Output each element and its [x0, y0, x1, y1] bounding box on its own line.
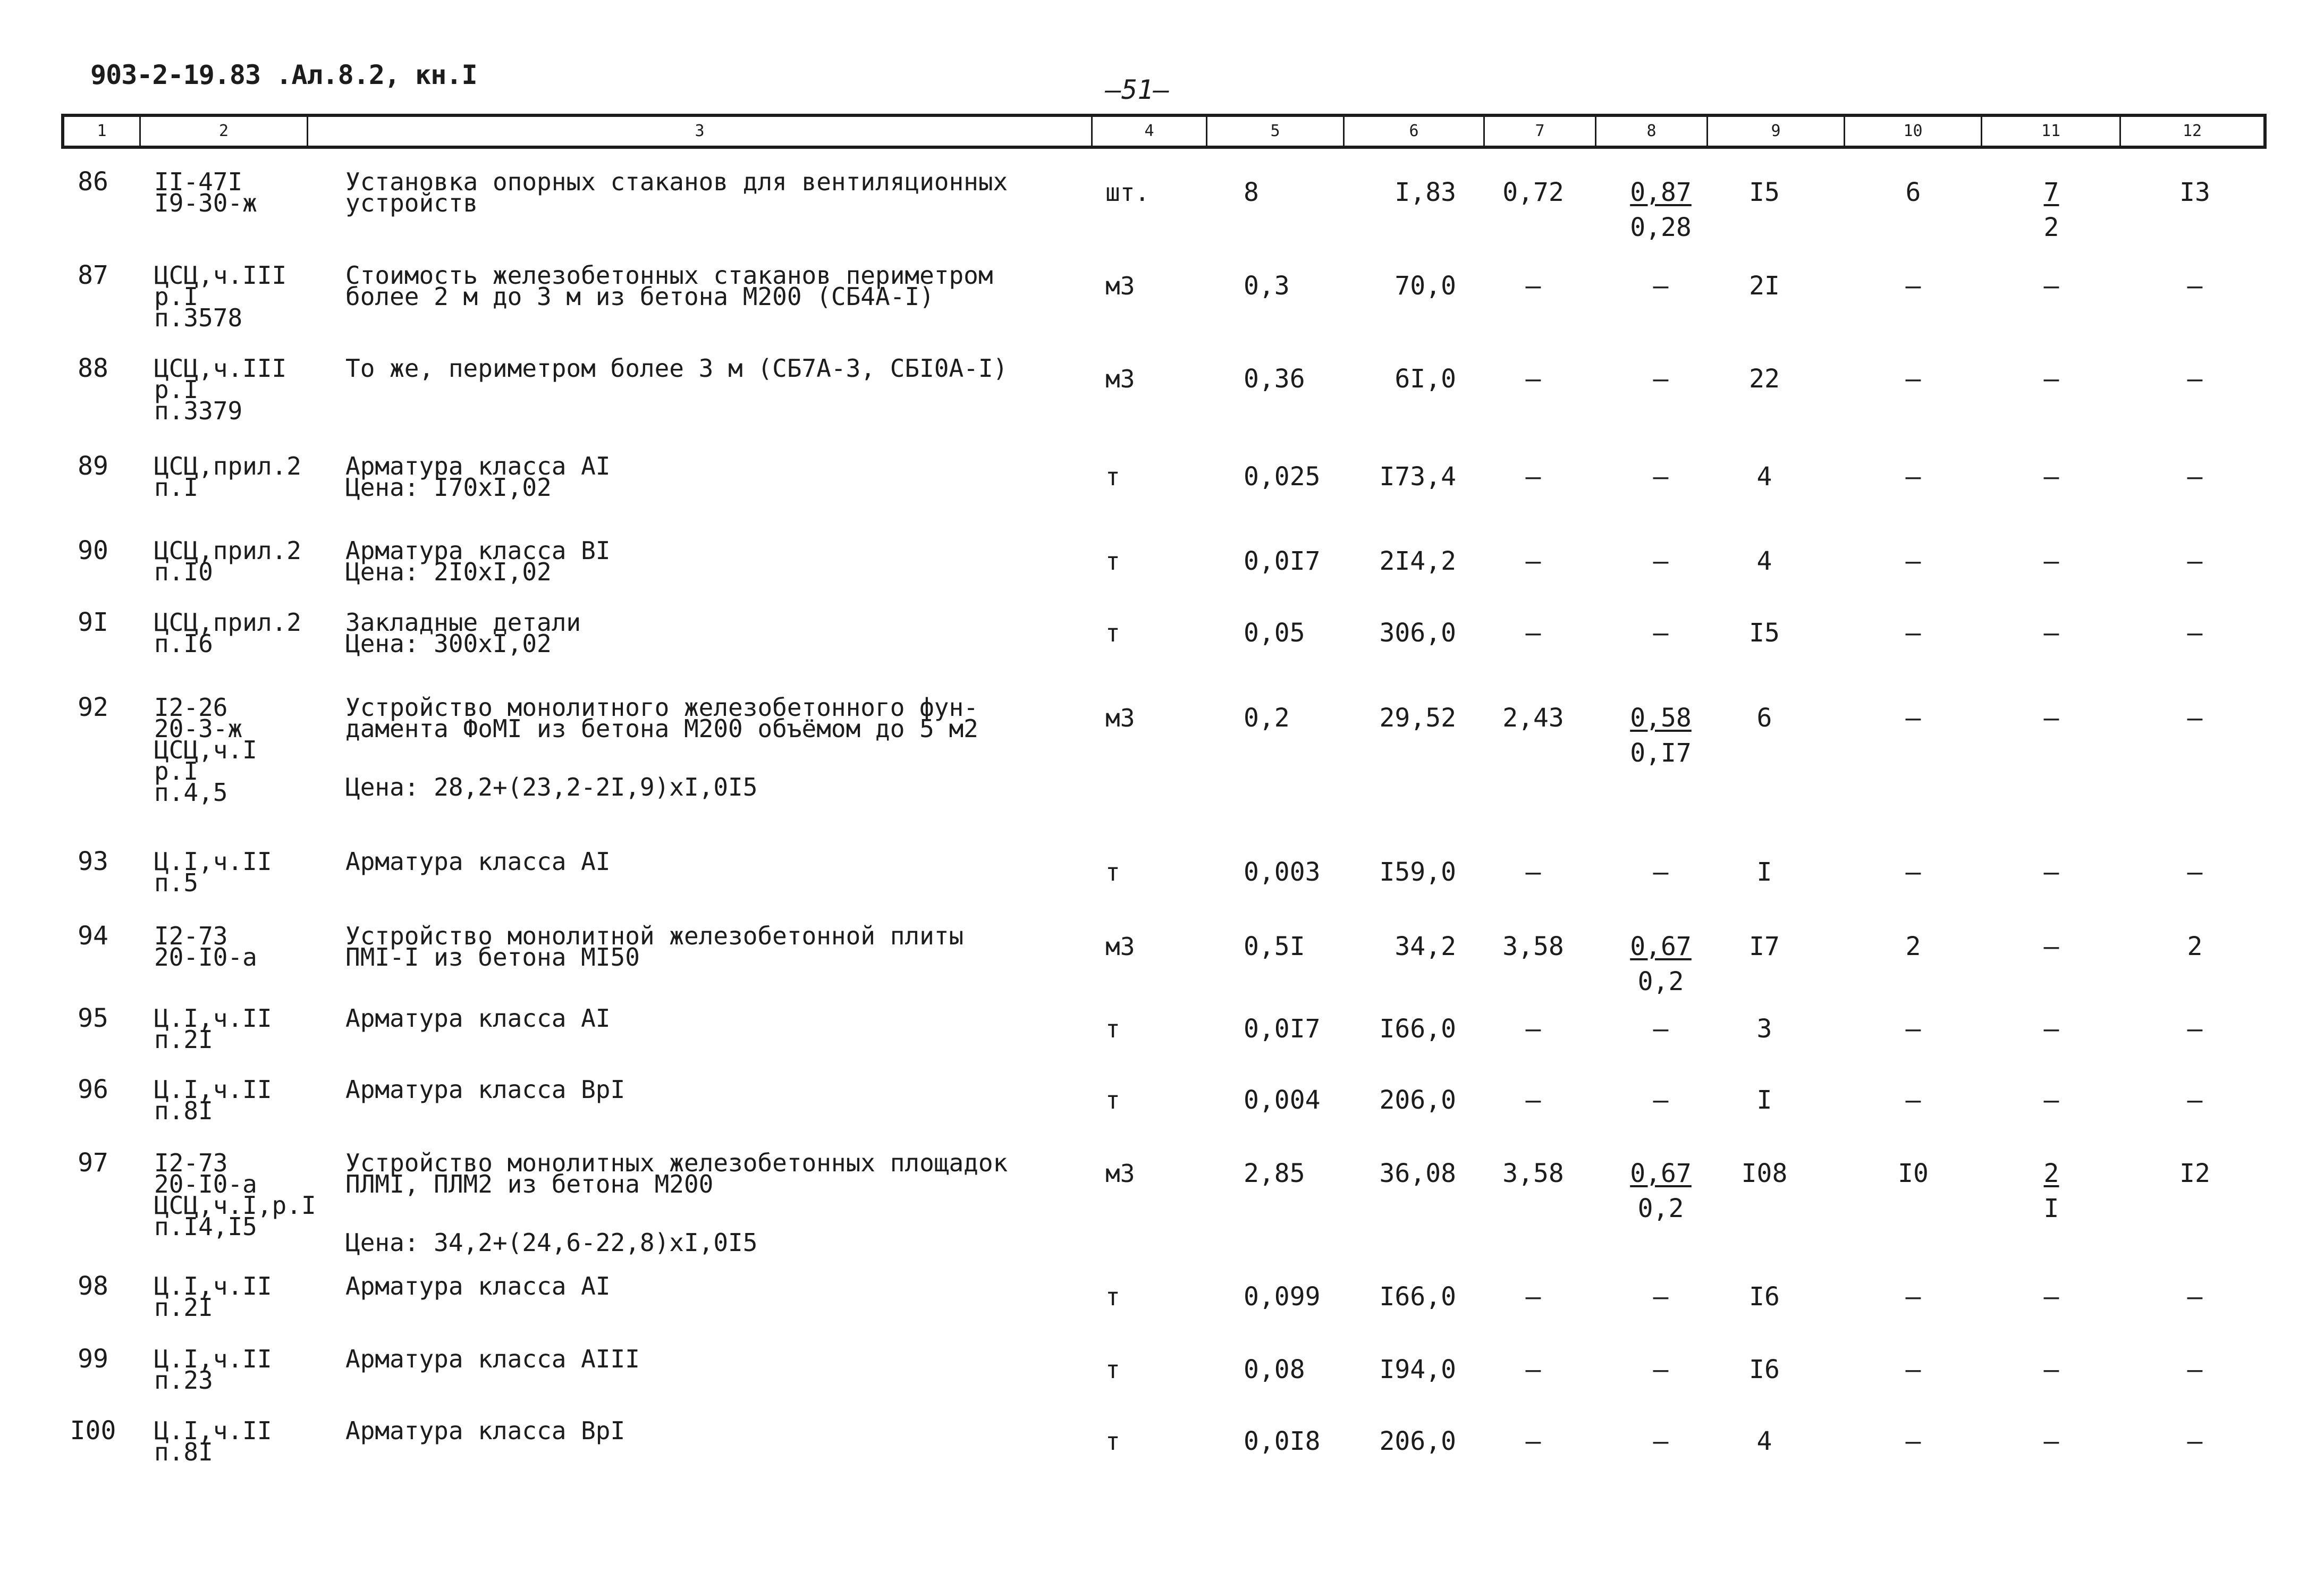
- price-reference: ЦСЦ,ч.III р.I п.3578: [154, 261, 287, 332]
- column-8-value: –: [1653, 1085, 1669, 1115]
- column-8-value: [1605, 1159, 1717, 1223]
- column-11-value: –: [2043, 857, 2059, 887]
- work-description: Закладные детали Цена: 300хI,02: [345, 608, 581, 658]
- column-9-value: 4: [1756, 462, 1772, 492]
- price-reference: I2-26 20-3-ж ЦСЦ,ч.I р.I п.4,5: [154, 693, 257, 807]
- column-12-value: I3: [2179, 178, 2210, 207]
- row-number: 9I: [78, 607, 108, 637]
- unit: м3: [1105, 932, 1135, 961]
- col-number-7: 7: [1485, 117, 1596, 146]
- unit-price: I66,0: [1379, 1014, 1456, 1044]
- unit-price: 70,0: [1395, 271, 1456, 301]
- column-9-value: I08: [1741, 1159, 1788, 1188]
- col-number-4: 4: [1093, 117, 1207, 146]
- column-12-value: –: [2187, 1014, 2203, 1044]
- column-8-value-denominator: 0,2: [1637, 1194, 1684, 1223]
- work-description: Устройство монолитных железобетонных площадок ПЛМI, ПЛМ2 из бетона М200: [345, 1148, 1008, 1198]
- unit-price: 29,52: [1379, 703, 1456, 733]
- quantity: 0,004: [1244, 1085, 1321, 1115]
- col-number-9: 9: [1708, 117, 1845, 146]
- column-7-value: –: [1525, 1355, 1541, 1384]
- column-9-value: 4: [1756, 1426, 1772, 1456]
- quantity: 0,0I8: [1244, 1426, 1321, 1456]
- col-number-12: 12: [2182, 122, 2202, 140]
- column-11-value: –: [2043, 932, 2059, 961]
- column-9-value: I: [1756, 1085, 1772, 1115]
- col-number-11: 11: [1982, 117, 2121, 146]
- column-10-value: 6: [1905, 178, 1921, 207]
- unit-price: I94,0: [1379, 1355, 1456, 1384]
- price-reference: II-47I I9-30-ж: [154, 167, 257, 217]
- work-description: Арматура класса ВрI: [345, 1416, 626, 1445]
- quantity: 0,025: [1244, 462, 1321, 492]
- column-7-value: 2,43: [1502, 703, 1564, 733]
- row-number: 94: [78, 921, 108, 951]
- price-reference: Ц.I,ч.II п.23: [154, 1345, 272, 1395]
- work-description: Арматура класса ВI Цена: 2I0хI,02: [345, 536, 611, 586]
- column-11-value: –: [2043, 271, 2059, 301]
- col-number-2: 2: [141, 117, 308, 146]
- column-12-value: –: [2187, 618, 2203, 648]
- row-number: 92: [78, 692, 108, 722]
- column-9-value: 6: [1756, 703, 1772, 733]
- column-8-value: –: [1653, 271, 1669, 301]
- price-reference: ЦСЦ,прил.2 п.I: [154, 452, 301, 502]
- column-8-value: –: [1653, 1355, 1669, 1384]
- column-8-value: –: [1653, 1426, 1669, 1456]
- unit-price: 34,2: [1395, 932, 1456, 961]
- column-7-value: –: [1525, 857, 1541, 887]
- column-10-value: –: [1905, 1426, 1921, 1456]
- price-reference: Ц.I,ч.II п.2I: [154, 1004, 272, 1054]
- quantity: 0,0I7: [1244, 1014, 1321, 1044]
- column-10-value: –: [1905, 364, 1921, 394]
- column-8-value: [1605, 932, 1717, 996]
- unit-price: I66,0: [1379, 1282, 1456, 1312]
- column-12-value: –: [2187, 857, 2203, 887]
- column-11-value: –: [2043, 1014, 2059, 1044]
- column-9-value: I5: [1749, 618, 1780, 648]
- column-8-value: –: [1653, 546, 1669, 576]
- column-11-value: –: [2043, 1426, 2059, 1456]
- row-number: 86: [78, 167, 108, 197]
- row-number: 90: [78, 536, 108, 565]
- unit: т: [1105, 1427, 1120, 1456]
- unit: м3: [1105, 1159, 1135, 1188]
- quantity: 8: [1244, 178, 1259, 207]
- column-9-value: I: [1756, 857, 1772, 887]
- column-12-value: –: [2187, 703, 2203, 733]
- column-9-value: 22: [1749, 364, 1780, 394]
- column-10-value: –: [1905, 1014, 1921, 1044]
- row-number: 96: [78, 1075, 108, 1104]
- column-8-value-denominator: 0,2: [1637, 967, 1684, 996]
- column-9-value: 3: [1756, 1014, 1772, 1044]
- column-8-value: –: [1653, 1014, 1669, 1044]
- quantity: 0,36: [1244, 364, 1305, 394]
- column-number-header: [61, 114, 2267, 149]
- column-8-value-denominator: 0,I7: [1630, 738, 1692, 768]
- unit-price: 2I4,2: [1379, 546, 1456, 576]
- unit-price: 306,0: [1379, 618, 1456, 648]
- column-12-value: –: [2187, 462, 2203, 492]
- column-10-value: –: [1905, 618, 1921, 648]
- price-reference: I2-73 20-I0-а: [154, 922, 257, 972]
- row-number: 99: [78, 1344, 108, 1374]
- column-11-value: –: [2043, 1355, 2059, 1384]
- column-7-value: 3,58: [1502, 932, 1564, 961]
- unit: т: [1105, 858, 1120, 886]
- work-description: Установка опорных стаканов для вентиляционных устройств: [345, 167, 1008, 217]
- column-11-value-numerator: 7: [2043, 178, 2059, 207]
- column-7-value: –: [1525, 1014, 1541, 1044]
- price-reference: I2-73 20-I0-а ЦСЦ,ч.I,р.I п.I4,I5: [154, 1148, 316, 1241]
- unit: т: [1105, 1015, 1120, 1043]
- column-11-value: –: [2043, 462, 2059, 492]
- price-reference: ЦСЦ,прил.2 п.I0: [154, 536, 301, 586]
- unit: т: [1105, 462, 1120, 491]
- column-11-value: –: [2043, 1282, 2059, 1312]
- column-8-value: –: [1653, 462, 1669, 492]
- price-reference: ЦСЦ,прил.2 п.I6: [154, 608, 301, 658]
- col-number-1: 1: [64, 117, 141, 146]
- column-12-value: –: [2187, 1355, 2203, 1384]
- column-10-value: –: [1905, 857, 1921, 887]
- quantity: 0,05: [1244, 618, 1305, 648]
- unit: т: [1105, 1086, 1120, 1114]
- column-12-value: –: [2187, 271, 2203, 301]
- column-11-value: [1998, 178, 2105, 242]
- unit: т: [1105, 547, 1120, 576]
- column-10-value: –: [1905, 1085, 1921, 1115]
- column-7-value: –: [1525, 462, 1541, 492]
- quantity: 0,0I7: [1244, 546, 1321, 576]
- unit: т: [1105, 619, 1120, 647]
- quantity: 0,3: [1244, 271, 1290, 301]
- work-description: Устройство монолитного железобетонного фун- дамента ФоМI из бетона М200 объёмом до 5 м2: [345, 693, 978, 743]
- column-11-value-denominator: 2: [2043, 213, 2059, 242]
- unit: шт.: [1105, 178, 1150, 207]
- column-8-value: –: [1653, 857, 1669, 887]
- column-12-value: –: [2187, 1085, 2203, 1115]
- column-10-value: –: [1905, 546, 1921, 576]
- column-11-value-numerator: 2: [2043, 1159, 2059, 1188]
- column-8-value-denominator: 0,28: [1630, 213, 1692, 242]
- column-11-value: [1998, 1159, 2105, 1223]
- column-8-value-numerator: 0,67: [1630, 932, 1692, 961]
- price-reference: Ц.I,ч.II п.2I: [154, 1272, 272, 1322]
- col-number-6: 6: [1345, 117, 1485, 146]
- row-number: 87: [78, 260, 108, 290]
- column-9-value: I5: [1749, 178, 1780, 207]
- column-12-value: 2: [2187, 932, 2203, 961]
- price-formula: Цена: 28,2+(23,2-2I,9)хI,0I5: [345, 773, 758, 801]
- quantity: 2,85: [1244, 1159, 1305, 1188]
- column-7-value: 0,72: [1502, 178, 1564, 207]
- col-number-8: 8: [1596, 117, 1708, 146]
- column-9-value: 4: [1756, 546, 1772, 576]
- column-10-value: 2: [1905, 932, 1921, 961]
- unit: м3: [1105, 272, 1135, 300]
- row-number: 89: [78, 451, 108, 481]
- column-10-value: –: [1905, 1282, 1921, 1312]
- row-number: 97: [78, 1148, 108, 1178]
- column-8-value: [1605, 703, 1717, 768]
- price-formula: Цена: 34,2+(24,6-22,8)хI,0I5: [345, 1228, 758, 1257]
- work-description: Арматура класса АI: [345, 847, 611, 876]
- row-number: 95: [78, 1003, 108, 1033]
- price-reference: ЦСЦ,ч.III р.I п.3379: [154, 354, 287, 425]
- work-description: Арматура класса ВрI: [345, 1075, 626, 1104]
- unit-price: I73,4: [1379, 462, 1456, 492]
- column-9-value: I7: [1749, 932, 1780, 961]
- column-8-value-numerator: 0,67: [1630, 1159, 1692, 1188]
- column-12-value: I2: [2179, 1159, 2210, 1188]
- row-number: 98: [78, 1271, 108, 1301]
- column-8-value: [1605, 178, 1717, 242]
- work-description: Арматура класса АI: [345, 1272, 611, 1300]
- work-description: Арматура класса АI Цена: I70хI,02: [345, 452, 611, 502]
- column-7-value: –: [1525, 271, 1541, 301]
- unit: т: [1105, 1282, 1120, 1311]
- column-9-value: I6: [1749, 1355, 1780, 1384]
- row-number: 88: [78, 353, 108, 383]
- row-number: I00: [70, 1416, 116, 1446]
- unit-price: 206,0: [1379, 1426, 1456, 1456]
- document-code: 903-2-19.83 .Ал.8.2, кн.I: [90, 60, 477, 90]
- col-number-3: 3: [308, 117, 1093, 146]
- column-10-value: I0: [1898, 1159, 1929, 1188]
- unit-price: 36,08: [1379, 1159, 1456, 1188]
- quantity: 0,099: [1244, 1282, 1321, 1312]
- quantity: 0,2: [1244, 703, 1290, 733]
- column-11-value: –: [2043, 618, 2059, 648]
- column-7-value: –: [1525, 364, 1541, 394]
- column-7-value: –: [1525, 618, 1541, 648]
- col-number-5: 5: [1207, 117, 1345, 146]
- work-description: То же, периметром более 3 м (СБ7А-3, СБI0А-I): [345, 354, 1008, 383]
- column-10-value: –: [1905, 462, 1921, 492]
- column-10-value: –: [1905, 703, 1921, 733]
- price-reference: Ц.I,ч.II п.5: [154, 847, 272, 897]
- unit: м3: [1105, 704, 1135, 732]
- column-12-value: –: [2187, 364, 2203, 394]
- unit-price: I59,0: [1379, 857, 1456, 887]
- column-11-value-denominator: I: [2043, 1194, 2059, 1223]
- column-10-value: –: [1905, 271, 1921, 301]
- unit-price: I,83: [1395, 178, 1456, 207]
- column-12-value: –: [2187, 1426, 2203, 1456]
- column-10-value: –: [1905, 1355, 1921, 1384]
- unit: т: [1105, 1355, 1120, 1384]
- column-12-value: –: [2187, 546, 2203, 576]
- quantity: 0,5I: [1244, 932, 1305, 961]
- work-description: Арматура класса АIII: [345, 1345, 640, 1373]
- column-11-value: –: [2043, 703, 2059, 733]
- column-12-value: –: [2187, 1282, 2203, 1312]
- col-number-10: 10: [1845, 117, 1982, 146]
- unit-price: 6I,0: [1395, 364, 1456, 394]
- column-8-value: –: [1653, 618, 1669, 648]
- column-9-value: 2I: [1749, 271, 1780, 301]
- column-11-value: –: [2043, 364, 2059, 394]
- price-reference: Ц.I,ч.II п.8I: [154, 1416, 272, 1466]
- page-number: —51—: [1105, 74, 1170, 105]
- row-number: 93: [78, 847, 108, 876]
- column-7-value: –: [1525, 1085, 1541, 1115]
- column-9-value: I6: [1749, 1282, 1780, 1312]
- work-description: Устройство монолитной железобетонной плиты ПМI-I из бетона МI50: [345, 922, 964, 972]
- work-description: Арматура класса АI: [345, 1004, 611, 1033]
- unit-price: 206,0: [1379, 1085, 1456, 1115]
- column-7-value: –: [1525, 546, 1541, 576]
- work-description: Стоимость железобетонных стаканов периметром более 2 м до 3 м из бетона М200 (СБ4А-I): [345, 261, 993, 311]
- price-reference: Ц.I,ч.II п.8I: [154, 1075, 272, 1125]
- column-11-value: –: [2043, 546, 2059, 576]
- column-8-value: –: [1653, 1282, 1669, 1312]
- quantity: 0,003: [1244, 857, 1321, 887]
- quantity: 0,08: [1244, 1355, 1305, 1384]
- column-8-value-numerator: 0,87: [1630, 178, 1692, 207]
- column-8-value-numerator: 0,58: [1630, 703, 1692, 733]
- column-8-value: –: [1653, 364, 1669, 394]
- column-7-value: 3,58: [1502, 1159, 1564, 1188]
- column-11-value: –: [2043, 1085, 2059, 1115]
- unit: м3: [1105, 365, 1135, 393]
- column-7-value: –: [1525, 1282, 1541, 1312]
- column-7-value: –: [1525, 1426, 1541, 1456]
